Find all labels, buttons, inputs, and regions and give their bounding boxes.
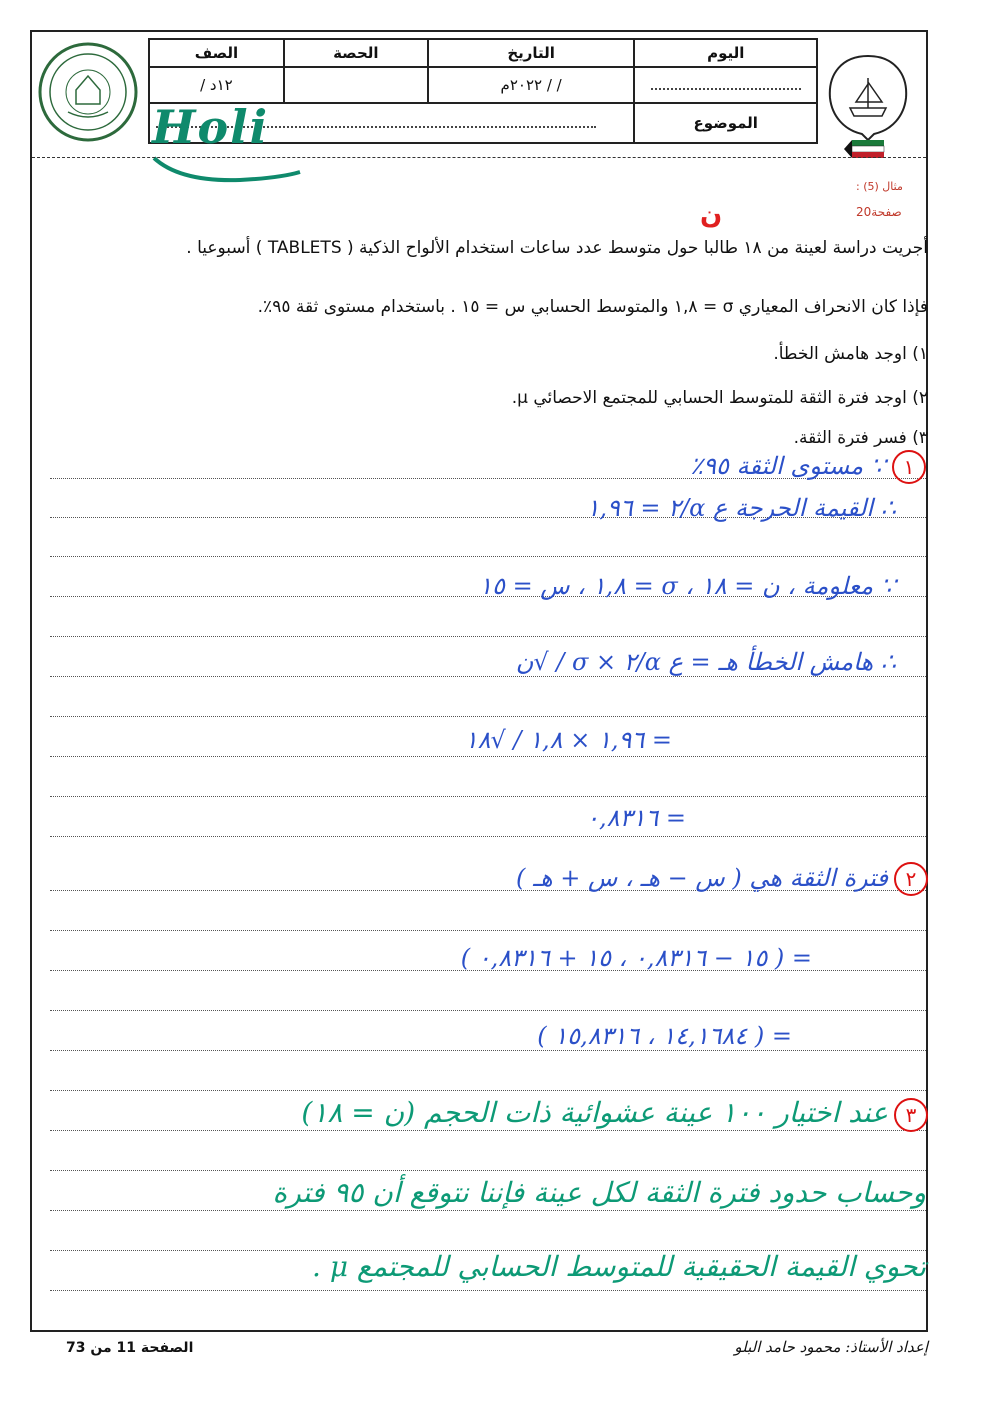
solution-line-2: ∴ القيمة الحرجة ع α/٢ = ١,٩٦ <box>586 494 896 522</box>
solution-line-6: = ٠,٨٣١٦ <box>586 804 686 832</box>
part-3-circle: ٣ <box>894 1098 928 1132</box>
solution-line-7 <box>516 862 928 896</box>
ruled-line <box>50 716 926 717</box>
topic-underline <box>150 148 310 188</box>
ruled-line <box>50 756 926 757</box>
ruled-line <box>50 636 926 637</box>
date-header: التاريخ <box>428 39 635 67</box>
solution-line-8: = ( ١٥ − ٠,٨٣١٦ ، ١٥ + ٠,٨٣١٦ ) <box>460 944 812 972</box>
ruled-line <box>50 1210 926 1211</box>
part-1-circle: ١ <box>892 450 926 484</box>
solution-line-3: ∵ معلومة ، ن = ١٨ ، σ = ١,٨ ، س = ١٥ <box>479 572 896 600</box>
ruled-line <box>50 1170 926 1171</box>
ruled-line <box>50 1090 926 1091</box>
school-logo <box>38 42 138 142</box>
solution-text: فترة الثقة هي ( س − هـ ، س + هـ ) <box>516 864 888 892</box>
ruled-line <box>50 836 926 837</box>
ruled-line <box>50 676 926 677</box>
part-2-circle: ٢ <box>894 862 928 896</box>
date-value: / / ٢٠٢٢م <box>428 67 635 103</box>
footer-author: إعداد الأستاذ: محمود حامد البلو <box>734 1338 928 1356</box>
question-item-3: ٣) فسر فترة الثقة. <box>793 428 928 448</box>
example-label: مثال (5) : <box>856 180 903 193</box>
header-separator <box>32 157 926 158</box>
solution-text: ∵ مستوى الثقة ٩٥٪ <box>690 452 886 480</box>
question-item-1: ١) اوجد هامش الخطأ. <box>773 344 928 364</box>
footer-page-number: الصفحة 11 من 73 <box>66 1340 194 1356</box>
day-value <box>634 67 817 103</box>
example-page-ref: صفحة20 <box>856 205 902 219</box>
page-border <box>30 30 928 1332</box>
question-item-2: ٢) اوجد فترة الثقة للمتوسط الحسابي للمجتمع الاحصائي μ. <box>511 388 928 408</box>
ruled-line <box>50 1290 926 1291</box>
question-line-2: فإذا كان الانحراف المعياري σ = ١,٨ والمتوسط الحسابي س = ١٥ . باستخدام مستوى ثقة ٩٥٪. <box>257 297 928 317</box>
class-header: الصف <box>149 39 284 67</box>
ruled-line <box>50 1050 926 1051</box>
solution-line-1 <box>690 450 926 484</box>
period-header: الحصة <box>284 39 428 67</box>
solution-text: عند اختيار ١٠٠ عينة عشوائية ذات الحجم (ن = ١٨) <box>301 1096 888 1129</box>
solution-line-12: تحوي القيمة الحقيقية للمتوسط الحسابي للمجتمع μ . <box>312 1250 926 1283</box>
period-value <box>284 67 428 103</box>
solution-line-11: وحساب حدود فترة الثقة لكل عينة فإننا نتوقع أن ٩٥ فترة <box>272 1176 926 1209</box>
red-annotation: ن <box>700 200 723 230</box>
solution-line-4: ∴ هامش الخطأ هـ = ع α/٢ × σ / √ن <box>515 648 896 676</box>
handwritten-topic: Holi <box>152 100 270 154</box>
solution-line-5: = ١,٩٦ × ١,٨ / √١٨ <box>464 726 672 754</box>
solution-line-9: = ( ١٤,١٦٨٤ ، ١٥,٨٣١٦ ) <box>537 1022 792 1050</box>
ruled-line <box>50 1010 926 1011</box>
question-line-1: أجريت دراسة لعينة من ١٨ طالبا حول متوسط عدد ساعات استخدام الألواح الذكية ( TABLETS ) أسبوعيا . <box>186 238 928 258</box>
solution-line-10 <box>301 1096 928 1132</box>
ruled-line <box>50 556 926 557</box>
ruled-line <box>50 796 926 797</box>
topic-label: الموضوع <box>634 103 817 143</box>
day-header: اليوم <box>634 39 817 67</box>
class-value: ١٢د / <box>149 67 284 103</box>
kuwait-emblem <box>822 52 914 164</box>
ruled-line <box>50 930 926 931</box>
